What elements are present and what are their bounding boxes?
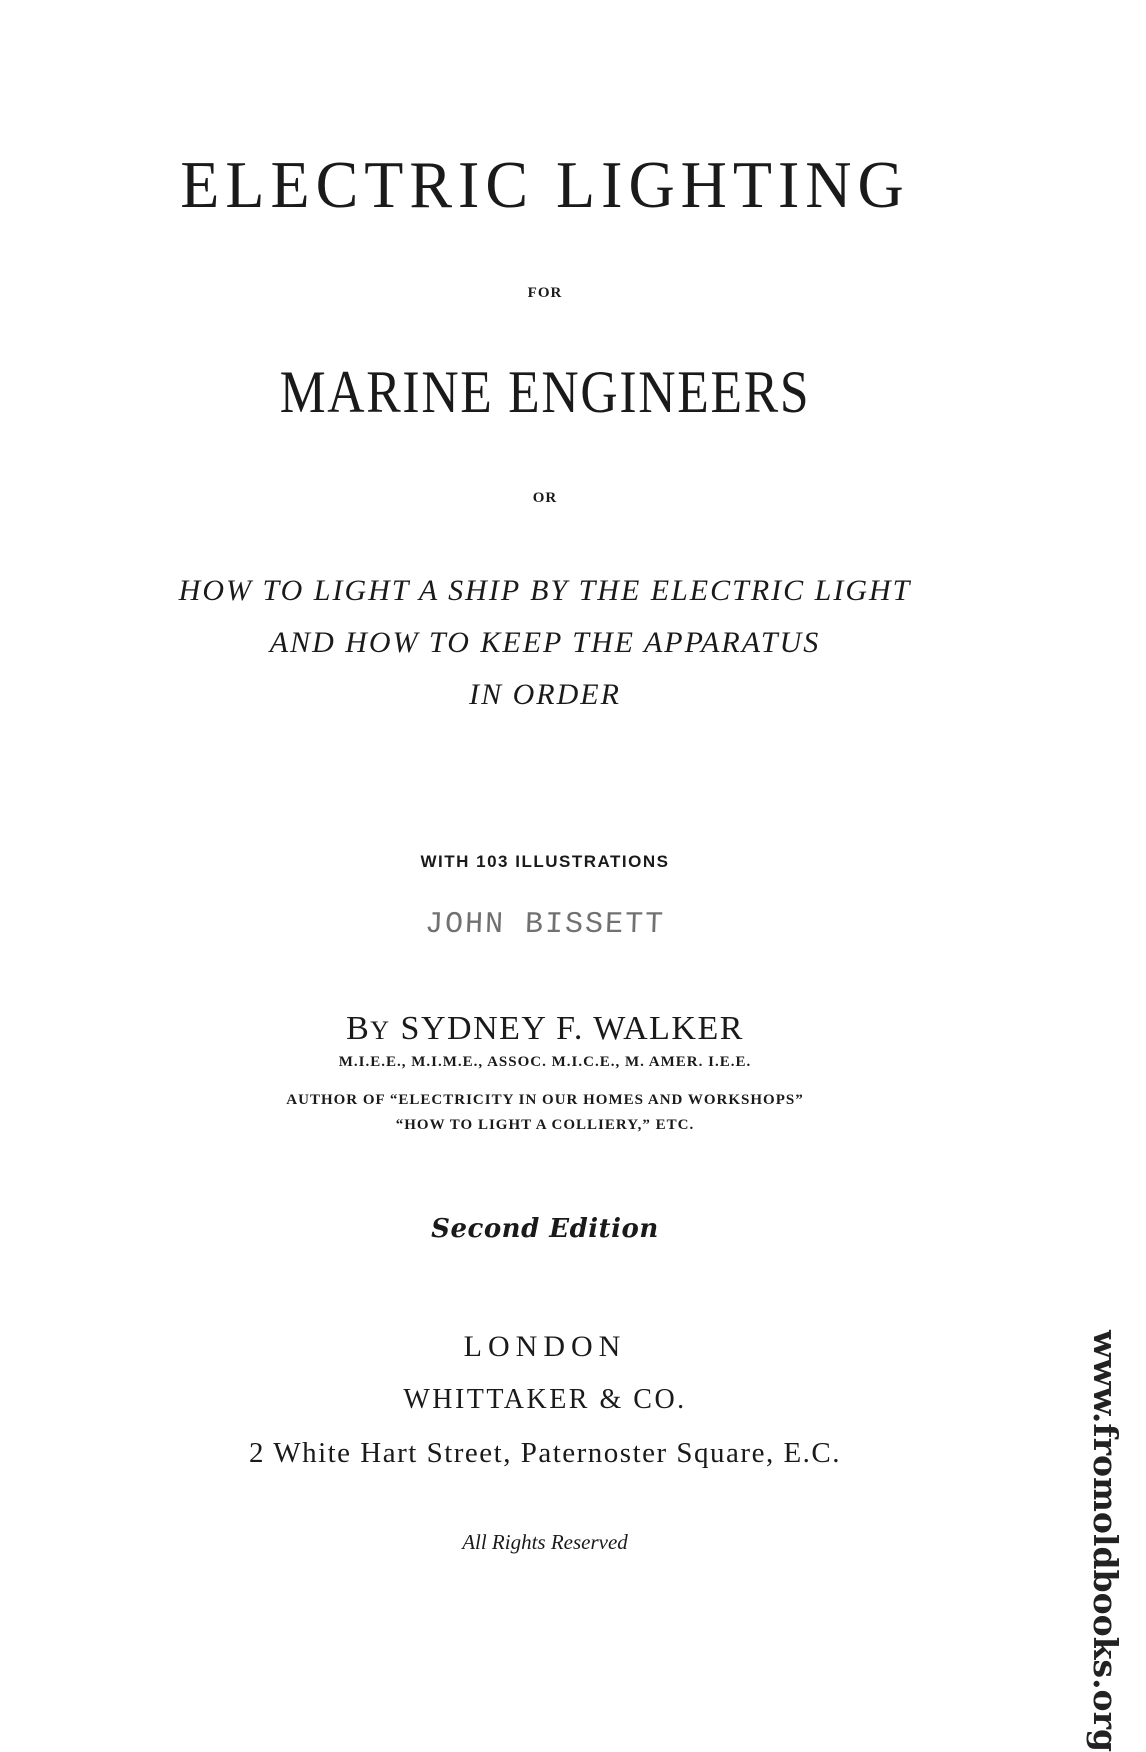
watermark: www.fromoldbooks.org [1086,1330,1125,1752]
author-name: SYDNEY F. WALKER [390,1010,744,1047]
owner-stamp: JOHN BISSETT [424,908,666,942]
author-line [0,1010,1090,1048]
illustrations-note: WITH 103 ILLUSTRATIONS [420,852,670,871]
author-works-line-2: “HOW TO LIGHT A COLLIERY,” ETC. [395,1117,695,1133]
book-title: ELECTRIC LIGHTING [180,147,910,222]
connector-or: OR [532,490,558,506]
subtitle-line-3: IN ORDER [469,678,621,711]
subtitle-line-1: HOW TO LIGHT A SHIP BY THE ELECTRIC LIGHT [178,574,912,607]
author-by-initial: B [346,1010,371,1047]
rights-notice: All Rights Reserved [462,1530,628,1554]
edition: Second Edition [431,1214,659,1244]
author-by-rest: Y [370,1016,391,1045]
imprint-publisher: WHITTAKER & CO. [403,1384,687,1415]
subtitle-line-2: AND HOW TO KEEP THE APPARATUS [269,626,821,659]
book-title-second: MARINE ENGINEERS [279,359,811,425]
imprint-address: 2 White Hart Street, Paternoster Square, E.C. [248,1437,842,1469]
imprint-city: LONDON [463,1330,627,1363]
author-works-line-1: AUTHOR OF “ELECTRICITY IN OUR HOMES AND WORKSHOPS” [286,1092,804,1108]
author-qualifications: M.I.E.E., M.I.M.E., ASSOC. M.I.C.E., M. AMER. I.E.E. [338,1054,752,1070]
connector-for: FOR [527,285,563,301]
